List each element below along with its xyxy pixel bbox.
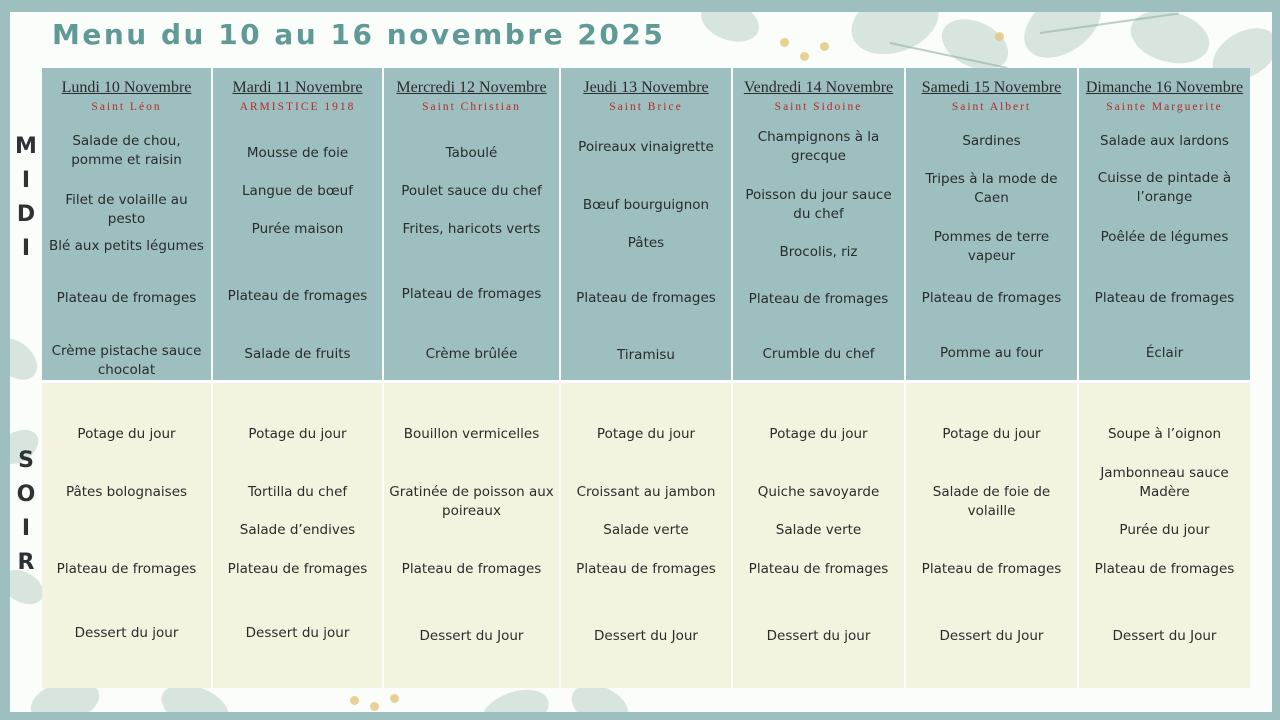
dinner-dish: Plateau de fromages (921, 561, 1062, 577)
soir-letter: I (21, 516, 31, 541)
dinner-cell-wednesday (384, 383, 559, 688)
dinner-dish: Plateau de fromages (401, 561, 542, 577)
dinner-dish: Pâtes bolognaises (65, 484, 188, 500)
dinner-dish: Dessert du Jour (1112, 628, 1217, 644)
dinner-cell-saturday (906, 383, 1077, 688)
lunch-dish: Salade de fruits (244, 346, 351, 362)
dinner-dish: Salade verte (603, 522, 689, 538)
lunch-dish: Plateau de fromages (921, 290, 1062, 306)
lunch-dish: Champignons à la grecque (757, 129, 880, 164)
day-heading: Lundi 10 Novembre (61, 79, 192, 96)
lunch-dish: Brocolis, riz (779, 244, 858, 260)
dinner-dish: Potage du jour (248, 426, 347, 442)
lunch-dish: Plateau de fromages (227, 288, 368, 304)
lunch-dish: Plateau de fromages (1094, 290, 1235, 306)
soir-label (10, 444, 42, 580)
lunch-cell-friday (733, 68, 904, 383)
lunch-dish: Mousse de foie (246, 145, 349, 161)
dinner-dish: Purée du jour (1119, 522, 1210, 538)
dinner-dish: Salade de foie de volaille (932, 484, 1051, 519)
dinner-dish: Bouillon vermicelles (403, 426, 540, 442)
dinner-dish: Gratinée de poisson aux poireaux (389, 484, 554, 519)
dinner-dish: Croissant au jambon (576, 484, 716, 500)
lunch-dish: Purée maison (251, 221, 344, 237)
lunch-dish: Salade de chou, pomme et raisin (71, 133, 182, 168)
lunch-dish: Poulet sauce du chef (401, 183, 542, 199)
lunch-dish: Crème brûlée (425, 346, 518, 362)
dinner-dish: Plateau de fromages (56, 561, 197, 577)
lunch-dish: Taboulé (445, 145, 498, 161)
dinner-dish: Jambonneau sauce Madère (1100, 465, 1229, 500)
lunch-dish: Poêlée de légumes (1100, 229, 1229, 245)
dinner-dish: Dessert du jour (766, 628, 871, 644)
lunch-dish: Crème pistache sauce chocolat (51, 343, 202, 378)
lunch-cell-tuesday (213, 68, 382, 383)
saint-of-day: Saint Léon (91, 101, 162, 113)
midi-letter: M (15, 134, 37, 159)
dinner-cell-tuesday (213, 383, 382, 688)
lunch-dish: Crumble du chef (762, 346, 875, 362)
dinner-dish: Dessert du jour (74, 625, 179, 641)
dinner-dish: Salade d’endives (239, 522, 356, 538)
dinner-dish: Quiche savoyarde (757, 484, 880, 500)
lunch-cell-thursday (561, 68, 731, 383)
dinner-dish: Dessert du Jour (939, 628, 1044, 644)
dinner-dish: Dessert du Jour (419, 628, 524, 644)
menu-grid (42, 68, 1244, 688)
saint-of-day: Sainte Marguerite (1106, 101, 1223, 113)
lunch-dish: Sardines (962, 133, 1021, 149)
lunch-dish: Cuisse de pintade à l’orange (1097, 170, 1232, 205)
saint-of-day: Saint Christian (422, 101, 521, 113)
lunch-dish: Pomme au four (939, 345, 1044, 361)
dinner-dish: Dessert du jour (245, 625, 350, 641)
day-heading: Mardi 11 Novembre (232, 79, 363, 96)
dinner-cell-sunday (1079, 383, 1250, 688)
lunch-dish: Salade aux lardons (1100, 133, 1229, 149)
day-heading: Mercredi 12 Novembre (396, 79, 547, 96)
lunch-dish: Poisson du jour sauce du chef (745, 187, 892, 222)
lunch-dish: Poireaux vinaigrette (578, 139, 714, 155)
lunch-dish: Tripes à la mode de Caen (925, 171, 1058, 206)
day-heading: Dimanche 16 Novembre (1085, 79, 1244, 96)
lunch-dish: Plateau de fromages (401, 286, 542, 302)
day-heading: Vendredi 14 Novembre (743, 79, 894, 96)
dinner-dish: Plateau de fromages (1094, 561, 1235, 577)
page-title: Menu du 10 au 16 novembre 2025 (52, 18, 666, 51)
saint-of-day: ARMISTICE 1918 (239, 101, 356, 113)
midi-letter: I (21, 168, 31, 193)
dinner-cell-thursday (561, 383, 731, 688)
dinner-dish: Plateau de fromages (576, 561, 716, 577)
lunch-cell-saturday (906, 68, 1077, 383)
dinner-dish: Potage du jour (769, 426, 868, 442)
day-heading: Jeudi 13 Novembre (583, 79, 709, 96)
midi-label (10, 130, 42, 266)
dinner-cell-friday (733, 383, 904, 688)
lunch-dish: Bœuf bourguignon (582, 197, 710, 213)
dinner-dish: Plateau de fromages (748, 561, 889, 577)
lunch-dish: Plateau de fromages (748, 291, 889, 307)
lunch-cell-wednesday (384, 68, 559, 383)
lunch-dish: Blé aux petits légumes (49, 238, 204, 254)
lunch-cell-sunday (1079, 68, 1250, 383)
lunch-dish: Pâtes (627, 235, 665, 251)
midi-letter: D (16, 202, 36, 227)
soir-letter: O (16, 482, 36, 507)
dinner-cell-monday (42, 383, 211, 688)
day-heading: Samedi 15 Novembre (921, 79, 1062, 96)
dinner-dish: Soupe à l’oignon (1107, 426, 1222, 442)
midi-letter: I (21, 236, 31, 261)
dinner-dish: Tortilla du chef (247, 484, 348, 500)
dinner-dish: Salade verte (775, 522, 862, 538)
dinner-dish: Potage du jour (942, 426, 1041, 442)
saint-of-day: Saint Albert (951, 101, 1032, 113)
menu-page (10, 12, 1272, 712)
lunch-dish: Tiramisu (617, 347, 675, 363)
lunch-cell-monday (42, 68, 211, 383)
soir-letter: R (17, 550, 35, 575)
lunch-dish: Langue de bœuf (242, 183, 353, 199)
saint-of-day: Saint Brice (609, 101, 683, 113)
dinner-dish: Plateau de fromages (227, 561, 368, 577)
saint-of-day: Saint Sidoine (774, 101, 863, 113)
dinner-dish: Dessert du Jour (594, 628, 698, 644)
lunch-dish: Pommes de terre vapeur (933, 229, 1050, 264)
dinner-dish: Potage du jour (77, 426, 176, 442)
lunch-dish: Filet de volaille au pesto (65, 192, 188, 227)
soir-letter: S (18, 448, 34, 473)
lunch-dish: Plateau de fromages (56, 290, 197, 306)
lunch-dish: Frites, haricots verts (402, 221, 541, 237)
lunch-dish: Éclair (1145, 345, 1184, 361)
lunch-dish: Plateau de fromages (576, 290, 716, 306)
dinner-dish: Potage du jour (596, 426, 696, 442)
